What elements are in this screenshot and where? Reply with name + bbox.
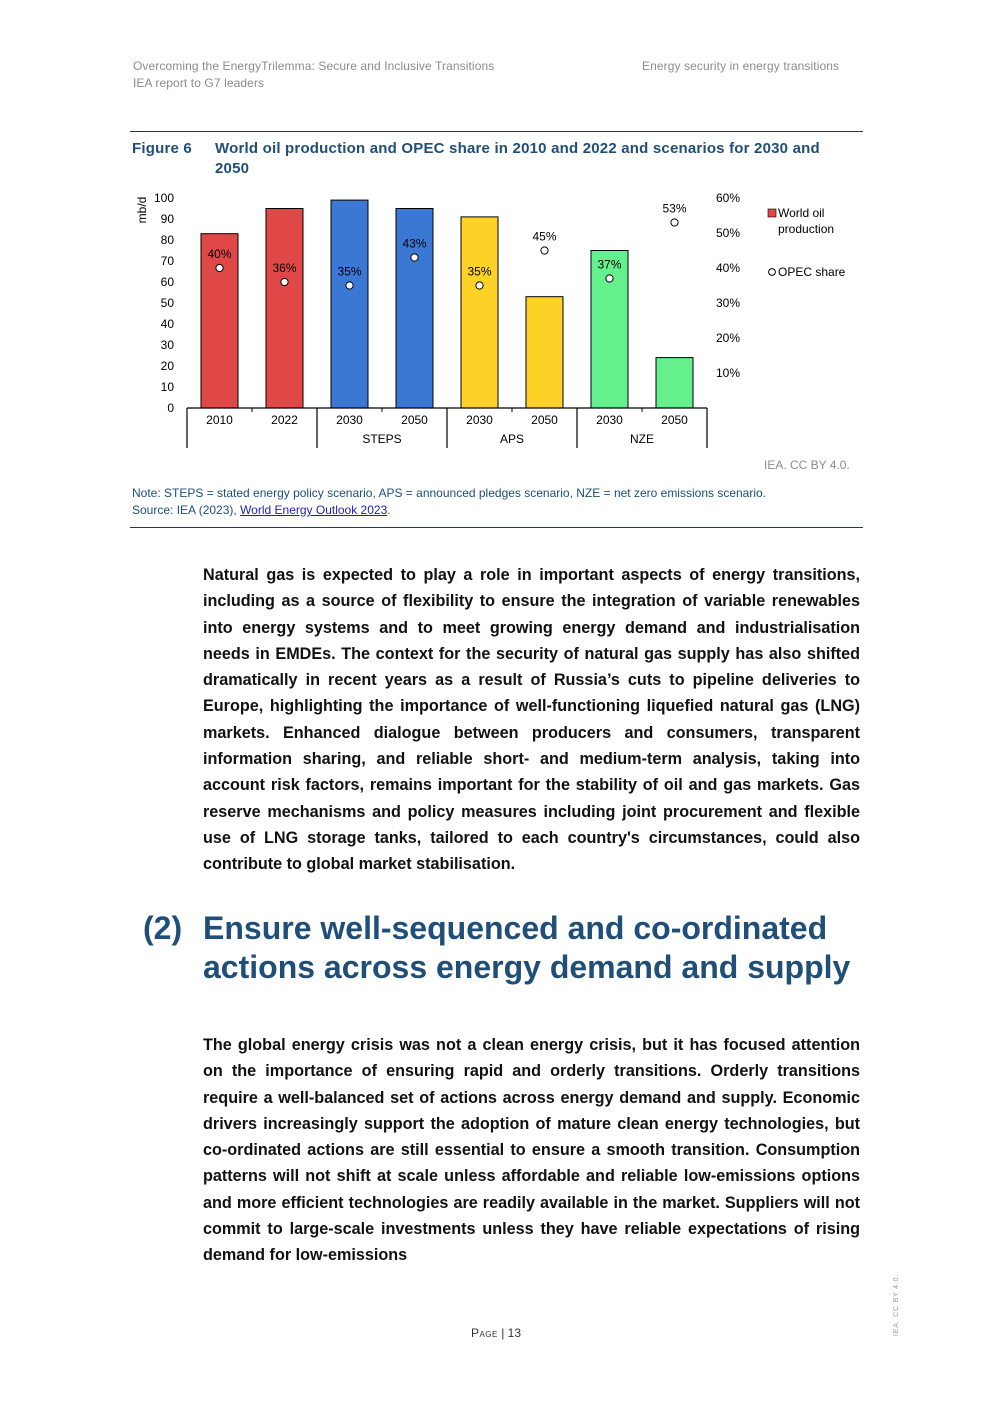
- share-marker: [281, 278, 288, 285]
- y-axis-title: mb/d: [135, 196, 149, 224]
- page-footer: Page | 13: [470, 1326, 522, 1340]
- production-bar: [656, 358, 693, 408]
- source-prefix: Source: IEA (2023),: [132, 503, 241, 517]
- y-tick-label: 30: [160, 338, 174, 352]
- legend-share-marker: [769, 269, 776, 276]
- x-tick-label: 2010: [206, 413, 233, 427]
- y-tick-label: 10: [160, 380, 174, 394]
- figure-credit: IEA. CC BY 4.0.: [764, 458, 850, 472]
- y2-tick-label: 50%: [716, 226, 741, 240]
- share-marker: [476, 282, 483, 289]
- y2-tick-label: 60%: [716, 191, 741, 205]
- figure-source: [132, 502, 766, 519]
- figure-bottom-rule: [130, 527, 863, 528]
- share-data-label: 35%: [467, 264, 492, 279]
- figure-number: Figure 6: [132, 140, 192, 157]
- production-bar: [591, 251, 628, 409]
- section-heading: Ensure well-sequenced and co-ordinated actions across energy demand and supply: [203, 910, 851, 985]
- y2-tick-label: 10%: [716, 366, 741, 380]
- x-tick-label: 2022: [271, 413, 298, 427]
- y-tick-label: 20: [160, 359, 174, 373]
- y-tick-label: 50: [160, 296, 174, 310]
- running-header-left: [133, 58, 494, 92]
- x-tick-label: 2050: [531, 413, 558, 427]
- share-data-label: 36%: [272, 261, 297, 275]
- share-data-label: 40%: [207, 247, 232, 261]
- legend-production-swatch: [768, 209, 776, 217]
- y-tick-label: 40: [160, 317, 174, 331]
- share-data-label: 35%: [337, 264, 362, 279]
- report-subtitle: IEA report to G7 leaders: [133, 76, 265, 90]
- section-number: (2): [143, 910, 183, 946]
- oil-production-chart: [130, 185, 860, 455]
- y-tick-label: 80: [160, 233, 174, 247]
- figure-notes: [132, 485, 766, 519]
- page-number: 13: [507, 1326, 522, 1340]
- share-marker: [216, 264, 223, 271]
- group-label: STEPS: [362, 432, 402, 446]
- x-tick-label: 2050: [401, 413, 428, 427]
- y-tick-label: 90: [160, 212, 174, 226]
- share-marker: [411, 254, 418, 261]
- body-paragraph-2: The global energy crisis was not a clean energy crisis, but it has focused attention on the importance of ensuring rapid and orderly transitions. Orderly transitions require a well-balanced set of actions across energy demand and supply. Economic drivers increasingly support the adoption of mature clean energy technologies, but co-ordinated actions are still essential to ensure a smooth transition. Consumption patterns will not shift at scale unless affordable and reliable low-emissions options and more efficient technologies are readily available in the market. Suppliers will not commit to large-scale investments unless they have reliable expectations of rising demand for low-emissions: [203, 1036, 860, 1265]
- report-title: Overcoming the EnergyTrilemma: Secure and Inclusive Transitions: [133, 59, 495, 73]
- running-header-right: Energy security in energy transitions: [642, 59, 840, 73]
- side-credit: IEA. CC BY 4.0.: [893, 1273, 900, 1336]
- share-data-label: 45%: [532, 229, 557, 244]
- y-tick-label: 0: [167, 401, 174, 415]
- share-marker: [346, 282, 353, 289]
- y2-tick-label: 40%: [716, 261, 741, 275]
- y-tick-label: 70: [160, 254, 174, 268]
- production-bar: [526, 297, 563, 408]
- source-link[interactable]: World Energy Outlook 2023: [240, 503, 388, 517]
- source-suffix: .: [387, 503, 391, 517]
- legend-production-label-line1: World oil: [778, 206, 825, 220]
- figure-title: World oil production and OPEC share in 2010 and 2022 and scenarios for 2030 and 2050: [215, 140, 820, 177]
- page-label: Page: [470, 1326, 498, 1340]
- production-bar: [461, 217, 498, 408]
- share-data-label: 53%: [662, 201, 687, 216]
- group-label: NZE: [630, 432, 654, 446]
- x-tick-label: 2030: [466, 413, 493, 427]
- share-marker: [606, 275, 613, 282]
- group-label: APS: [499, 432, 525, 446]
- share-marker: [671, 219, 678, 226]
- x-tick-label: 2030: [336, 413, 363, 427]
- x-tick-label: 2030: [596, 413, 623, 427]
- legend-production-label-line2: production: [778, 222, 835, 236]
- figure-note: Note: STEPS = stated energy policy scenario, APS = announced pledges scenario, NZE = net zero emissions scenario.: [132, 486, 767, 500]
- production-bar: [266, 209, 303, 409]
- y-tick-label: 100: [153, 191, 174, 205]
- x-tick-label: 2050: [661, 413, 688, 427]
- y2-tick-label: 20%: [716, 331, 741, 345]
- y-tick-label: 60: [160, 275, 174, 289]
- share-data-label: 37%: [597, 257, 622, 272]
- legend-share-label: OPEC share: [778, 265, 846, 279]
- figure-top-rule: [130, 131, 863, 132]
- body-paragraph-1: Natural gas is expected to play a role in important aspects of energy transitions, including as a source of flexibility to ensure the integration of variable renewables into energy systems and to meet growing energy demand and industrialisation needs in EMDEs. The context for the security of natural gas supply has also shifted dramatically in recent years as a result of Russia’s cuts to pipeline deliveries to Europe, highlighting the importance of well-functioning liquefied natural gas (LNG) markets. Enhanced dialogue between producers and consumers, transparent information sharing, and reliable short- and medium-term analysis, taking into account risk factors, remains important for the stability of oil and gas markets. Gas reserve mechanisms and policy measures including joint procurement and flexible use of LNG storage tanks, tailored to each country's circumstances, could also contribute to global market stabilisation.: [203, 566, 860, 874]
- share-data-label: 43%: [402, 236, 427, 251]
- production-bar: [331, 200, 368, 408]
- share-marker: [541, 247, 548, 254]
- y2-tick-label: 30%: [716, 296, 741, 310]
